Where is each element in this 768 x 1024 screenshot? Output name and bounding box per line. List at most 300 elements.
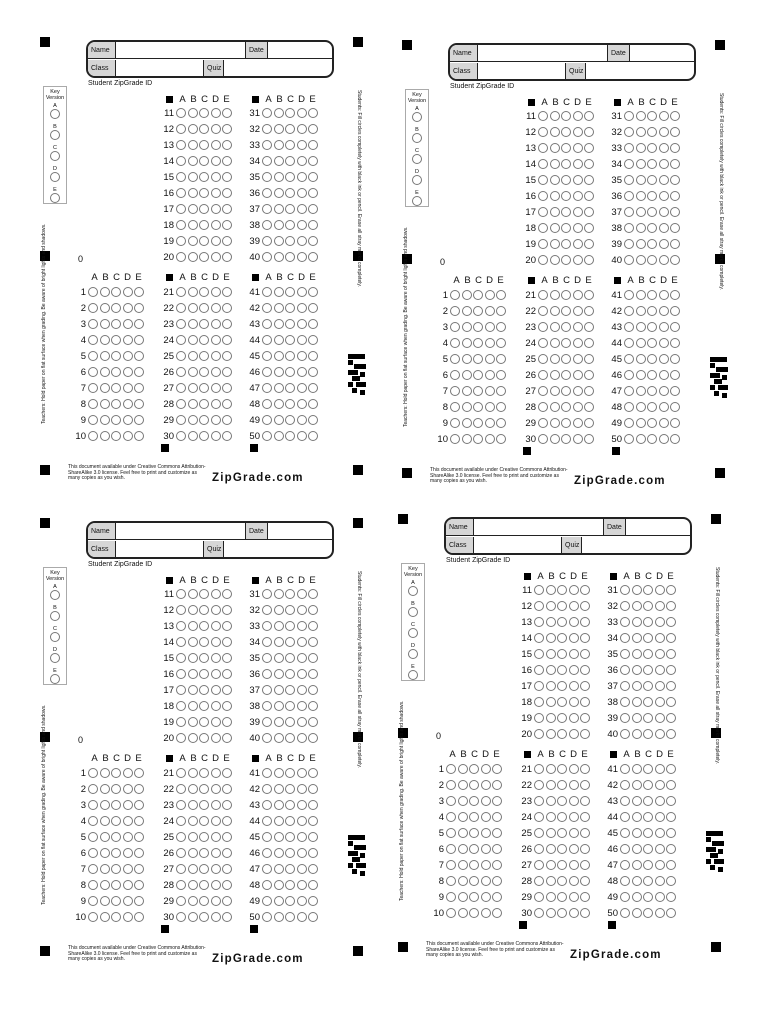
answer-bubble[interactable]	[632, 780, 642, 790]
answer-bubble[interactable]	[659, 418, 669, 428]
answer-bubble[interactable]	[534, 812, 544, 822]
answer-bubble[interactable]	[561, 111, 571, 121]
answer-bubble[interactable]	[123, 431, 133, 441]
answer-bubble[interactable]	[546, 908, 556, 918]
answer-bubble[interactable]	[655, 649, 665, 659]
key-version-bubble[interactable]	[412, 196, 422, 206]
answer-bubble[interactable]	[123, 319, 133, 329]
answer-bubble[interactable]	[458, 892, 468, 902]
key-version-bubble[interactable]	[412, 154, 422, 164]
answer-bubble[interactable]	[123, 880, 133, 890]
answer-bubble[interactable]	[643, 649, 653, 659]
answer-bubble[interactable]	[561, 255, 571, 265]
answer-bubble[interactable]	[188, 784, 198, 794]
answer-bubble[interactable]	[584, 175, 594, 185]
answer-bubble[interactable]	[481, 780, 491, 790]
answer-bubble[interactable]	[100, 415, 110, 425]
key-version-bubble[interactable]	[408, 628, 418, 638]
answer-bubble[interactable]	[297, 252, 307, 262]
answer-bubble[interactable]	[584, 354, 594, 364]
answer-bubble[interactable]	[176, 140, 186, 150]
answer-bubble[interactable]	[655, 665, 665, 675]
answer-bubble[interactable]	[473, 354, 483, 364]
answer-bubble[interactable]	[297, 204, 307, 214]
answer-bubble[interactable]	[176, 717, 186, 727]
answer-bubble[interactable]	[285, 605, 295, 615]
answer-bubble[interactable]	[573, 239, 583, 249]
answer-bubble[interactable]	[285, 637, 295, 647]
answer-bubble[interactable]	[188, 589, 198, 599]
answer-bubble[interactable]	[492, 876, 502, 886]
answer-bubble[interactable]	[199, 864, 209, 874]
answer-bubble[interactable]	[222, 621, 232, 631]
answer-bubble[interactable]	[624, 159, 634, 169]
answer-bubble[interactable]	[469, 796, 479, 806]
class-field[interactable]	[478, 63, 566, 80]
answer-bubble[interactable]	[211, 800, 221, 810]
answer-bubble[interactable]	[188, 800, 198, 810]
answer-bubble[interactable]	[655, 681, 665, 691]
answer-bubble[interactable]	[308, 637, 318, 647]
answer-bubble[interactable]	[546, 844, 556, 854]
answer-bubble[interactable]	[188, 669, 198, 679]
answer-bubble[interactable]	[262, 717, 272, 727]
answer-bubble[interactable]	[123, 383, 133, 393]
answer-bubble[interactable]	[450, 354, 460, 364]
answer-bubble[interactable]	[655, 812, 665, 822]
answer-bubble[interactable]	[285, 816, 295, 826]
answer-bubble[interactable]	[647, 111, 657, 121]
answer-bubble[interactable]	[624, 434, 634, 444]
answer-bubble[interactable]	[632, 764, 642, 774]
answer-bubble[interactable]	[557, 860, 567, 870]
answer-bubble[interactable]	[670, 127, 680, 137]
answer-bubble[interactable]	[285, 415, 295, 425]
answer-bubble[interactable]	[176, 399, 186, 409]
answer-bubble[interactable]	[620, 713, 630, 723]
answer-bubble[interactable]	[308, 303, 318, 313]
answer-bubble[interactable]	[111, 319, 121, 329]
answer-bubble[interactable]	[88, 399, 98, 409]
answer-bubble[interactable]	[100, 351, 110, 361]
answer-bubble[interactable]	[188, 621, 198, 631]
answer-bubble[interactable]	[550, 207, 560, 217]
answer-bubble[interactable]	[222, 108, 232, 118]
key-version-bubble[interactable]	[50, 632, 60, 642]
answer-bubble[interactable]	[274, 399, 284, 409]
answer-bubble[interactable]	[557, 764, 567, 774]
answer-bubble[interactable]	[620, 828, 630, 838]
answer-bubble[interactable]	[308, 383, 318, 393]
answer-bubble[interactable]	[176, 431, 186, 441]
answer-bubble[interactable]	[123, 399, 133, 409]
answer-bubble[interactable]	[643, 729, 653, 739]
answer-bubble[interactable]	[176, 669, 186, 679]
answer-bubble[interactable]	[462, 402, 472, 412]
answer-bubble[interactable]	[199, 415, 209, 425]
answer-bubble[interactable]	[262, 383, 272, 393]
answer-bubble[interactable]	[643, 681, 653, 691]
answer-bubble[interactable]	[308, 319, 318, 329]
answer-bubble[interactable]	[666, 828, 676, 838]
answer-bubble[interactable]	[636, 191, 646, 201]
date-field[interactable]	[630, 45, 694, 61]
answer-bubble[interactable]	[308, 816, 318, 826]
answer-bubble[interactable]	[624, 322, 634, 332]
answer-bubble[interactable]	[123, 784, 133, 794]
answer-bubble[interactable]	[285, 188, 295, 198]
answer-bubble[interactable]	[297, 319, 307, 329]
answer-bubble[interactable]	[285, 303, 295, 313]
answer-bubble[interactable]	[262, 800, 272, 810]
answer-bubble[interactable]	[561, 418, 571, 428]
answer-bubble[interactable]	[188, 653, 198, 663]
answer-bubble[interactable]	[573, 159, 583, 169]
answer-bubble[interactable]	[199, 605, 209, 615]
answer-bubble[interactable]	[88, 287, 98, 297]
answer-bubble[interactable]	[134, 399, 144, 409]
answer-bubble[interactable]	[670, 354, 680, 364]
answer-bubble[interactable]	[584, 322, 594, 332]
answer-bubble[interactable]	[624, 207, 634, 217]
answer-bubble[interactable]	[636, 418, 646, 428]
answer-bubble[interactable]	[211, 367, 221, 377]
answer-bubble[interactable]	[211, 768, 221, 778]
answer-bubble[interactable]	[308, 864, 318, 874]
key-version-bubble[interactable]	[50, 151, 60, 161]
answer-bubble[interactable]	[458, 876, 468, 886]
answer-bubble[interactable]	[666, 681, 676, 691]
answer-bubble[interactable]	[557, 681, 567, 691]
key-version-bubble[interactable]	[50, 109, 60, 119]
answer-bubble[interactable]	[222, 319, 232, 329]
answer-bubble[interactable]	[538, 354, 548, 364]
answer-bubble[interactable]	[188, 236, 198, 246]
answer-bubble[interactable]	[262, 669, 272, 679]
answer-bubble[interactable]	[199, 896, 209, 906]
answer-bubble[interactable]	[550, 290, 560, 300]
answer-bubble[interactable]	[297, 733, 307, 743]
answer-bubble[interactable]	[546, 729, 556, 739]
answer-bubble[interactable]	[176, 220, 186, 230]
answer-bubble[interactable]	[222, 335, 232, 345]
answer-bubble[interactable]	[636, 127, 646, 137]
answer-bubble[interactable]	[134, 784, 144, 794]
answer-bubble[interactable]	[188, 733, 198, 743]
answer-bubble[interactable]	[485, 418, 495, 428]
name-field[interactable]	[116, 42, 246, 58]
answer-bubble[interactable]	[550, 306, 560, 316]
answer-bubble[interactable]	[297, 589, 307, 599]
answer-bubble[interactable]	[659, 127, 669, 137]
answer-bubble[interactable]	[569, 908, 579, 918]
answer-bubble[interactable]	[458, 828, 468, 838]
answer-bubble[interactable]	[624, 354, 634, 364]
answer-bubble[interactable]	[111, 864, 121, 874]
answer-bubble[interactable]	[655, 796, 665, 806]
answer-bubble[interactable]	[176, 172, 186, 182]
answer-bubble[interactable]	[262, 896, 272, 906]
answer-bubble[interactable]	[462, 418, 472, 428]
answer-bubble[interactable]	[550, 111, 560, 121]
answer-bubble[interactable]	[274, 319, 284, 329]
answer-bubble[interactable]	[666, 633, 676, 643]
answer-bubble[interactable]	[557, 876, 567, 886]
answer-bubble[interactable]	[308, 415, 318, 425]
answer-bubble[interactable]	[458, 812, 468, 822]
answer-bubble[interactable]	[176, 108, 186, 118]
answer-bubble[interactable]	[659, 255, 669, 265]
answer-bubble[interactable]	[573, 223, 583, 233]
answer-bubble[interactable]	[569, 697, 579, 707]
answer-bubble[interactable]	[222, 124, 232, 134]
answer-bubble[interactable]	[297, 912, 307, 922]
answer-bubble[interactable]	[534, 729, 544, 739]
answer-bubble[interactable]	[222, 172, 232, 182]
answer-bubble[interactable]	[550, 434, 560, 444]
answer-bubble[interactable]	[274, 287, 284, 297]
name-field[interactable]	[116, 523, 246, 539]
answer-bubble[interactable]	[188, 912, 198, 922]
answer-bubble[interactable]	[632, 681, 642, 691]
answer-bubble[interactable]	[580, 713, 590, 723]
answer-bubble[interactable]	[670, 143, 680, 153]
answer-bubble[interactable]	[569, 601, 579, 611]
answer-bubble[interactable]	[643, 908, 653, 918]
answer-bubble[interactable]	[308, 124, 318, 134]
answer-bubble[interactable]	[211, 287, 221, 297]
answer-bubble[interactable]	[199, 124, 209, 134]
answer-bubble[interactable]	[285, 124, 295, 134]
answer-bubble[interactable]	[584, 306, 594, 316]
answer-bubble[interactable]	[111, 335, 121, 345]
answer-bubble[interactable]	[211, 669, 221, 679]
answer-bubble[interactable]	[481, 892, 491, 902]
answer-bubble[interactable]	[569, 729, 579, 739]
answer-bubble[interactable]	[450, 402, 460, 412]
answer-bubble[interactable]	[134, 896, 144, 906]
answer-bubble[interactable]	[262, 399, 272, 409]
answer-bubble[interactable]	[308, 701, 318, 711]
answer-bubble[interactable]	[297, 431, 307, 441]
answer-bubble[interactable]	[188, 303, 198, 313]
answer-bubble[interactable]	[199, 589, 209, 599]
answer-bubble[interactable]	[670, 239, 680, 249]
answer-bubble[interactable]	[538, 143, 548, 153]
answer-bubble[interactable]	[285, 236, 295, 246]
answer-bubble[interactable]	[666, 812, 676, 822]
answer-bubble[interactable]	[176, 287, 186, 297]
answer-bubble[interactable]	[550, 239, 560, 249]
answer-bubble[interactable]	[557, 892, 567, 902]
answer-bubble[interactable]	[659, 239, 669, 249]
class-field[interactable]	[474, 537, 562, 554]
answer-bubble[interactable]	[534, 780, 544, 790]
answer-bubble[interactable]	[462, 322, 472, 332]
answer-bubble[interactable]	[624, 127, 634, 137]
answer-bubble[interactable]	[580, 601, 590, 611]
answer-bubble[interactable]	[211, 415, 221, 425]
answer-bubble[interactable]	[473, 386, 483, 396]
answer-bubble[interactable]	[176, 383, 186, 393]
key-version-bubble[interactable]	[412, 133, 422, 143]
answer-bubble[interactable]	[222, 236, 232, 246]
answer-bubble[interactable]	[274, 784, 284, 794]
answer-bubble[interactable]	[262, 172, 272, 182]
answer-bubble[interactable]	[176, 204, 186, 214]
answer-bubble[interactable]	[580, 649, 590, 659]
answer-bubble[interactable]	[274, 669, 284, 679]
answer-bubble[interactable]	[222, 303, 232, 313]
answer-bubble[interactable]	[538, 127, 548, 137]
answer-bubble[interactable]	[666, 892, 676, 902]
answer-bubble[interactable]	[446, 876, 456, 886]
answer-bubble[interactable]	[643, 713, 653, 723]
answer-bubble[interactable]	[632, 601, 642, 611]
answer-bubble[interactable]	[100, 800, 110, 810]
answer-bubble[interactable]	[485, 354, 495, 364]
answer-bubble[interactable]	[274, 605, 284, 615]
answer-bubble[interactable]	[262, 252, 272, 262]
answer-bubble[interactable]	[176, 637, 186, 647]
key-version-bubble[interactable]	[50, 590, 60, 600]
answer-bubble[interactable]	[211, 108, 221, 118]
answer-bubble[interactable]	[643, 860, 653, 870]
answer-bubble[interactable]	[666, 876, 676, 886]
answer-bubble[interactable]	[546, 665, 556, 675]
answer-bubble[interactable]	[188, 172, 198, 182]
answer-bubble[interactable]	[188, 108, 198, 118]
key-version-bubble[interactable]	[408, 607, 418, 617]
answer-bubble[interactable]	[222, 800, 232, 810]
answer-bubble[interactable]	[262, 415, 272, 425]
answer-bubble[interactable]	[222, 768, 232, 778]
answer-bubble[interactable]	[446, 828, 456, 838]
answer-bubble[interactable]	[274, 896, 284, 906]
answer-bubble[interactable]	[100, 880, 110, 890]
answer-bubble[interactable]	[550, 191, 560, 201]
answer-bubble[interactable]	[584, 255, 594, 265]
answer-bubble[interactable]	[569, 681, 579, 691]
answer-bubble[interactable]	[632, 844, 642, 854]
answer-bubble[interactable]	[308, 733, 318, 743]
answer-bubble[interactable]	[557, 649, 567, 659]
answer-bubble[interactable]	[274, 108, 284, 118]
answer-bubble[interactable]	[534, 601, 544, 611]
answer-bubble[interactable]	[534, 681, 544, 691]
answer-bubble[interactable]	[100, 335, 110, 345]
answer-bubble[interactable]	[636, 370, 646, 380]
answer-bubble[interactable]	[211, 912, 221, 922]
answer-bubble[interactable]	[262, 287, 272, 297]
answer-bubble[interactable]	[88, 864, 98, 874]
answer-bubble[interactable]	[222, 367, 232, 377]
answer-bubble[interactable]	[285, 864, 295, 874]
answer-bubble[interactable]	[222, 637, 232, 647]
answer-bubble[interactable]	[188, 415, 198, 425]
answer-bubble[interactable]	[496, 402, 506, 412]
answer-bubble[interactable]	[655, 876, 665, 886]
answer-bubble[interactable]	[659, 143, 669, 153]
answer-bubble[interactable]	[550, 370, 560, 380]
answer-bubble[interactable]	[492, 812, 502, 822]
answer-bubble[interactable]	[573, 322, 583, 332]
answer-bubble[interactable]	[546, 697, 556, 707]
answer-bubble[interactable]	[188, 335, 198, 345]
answer-bubble[interactable]	[274, 383, 284, 393]
answer-bubble[interactable]	[620, 780, 630, 790]
answer-bubble[interactable]	[584, 239, 594, 249]
answer-bubble[interactable]	[285, 717, 295, 727]
answer-bubble[interactable]	[308, 621, 318, 631]
answer-bubble[interactable]	[647, 418, 657, 428]
answer-bubble[interactable]	[538, 322, 548, 332]
answer-bubble[interactable]	[188, 431, 198, 441]
key-version-bubble[interactable]	[408, 586, 418, 596]
answer-bubble[interactable]	[573, 255, 583, 265]
answer-bubble[interactable]	[557, 601, 567, 611]
answer-bubble[interactable]	[670, 175, 680, 185]
answer-bubble[interactable]	[211, 399, 221, 409]
answer-bubble[interactable]	[550, 402, 560, 412]
answer-bubble[interactable]	[297, 832, 307, 842]
answer-bubble[interactable]	[584, 127, 594, 137]
answer-bubble[interactable]	[308, 669, 318, 679]
answer-bubble[interactable]	[573, 354, 583, 364]
answer-bubble[interactable]	[285, 367, 295, 377]
key-version-bubble[interactable]	[408, 649, 418, 659]
answer-bubble[interactable]	[580, 764, 590, 774]
answer-bubble[interactable]	[550, 175, 560, 185]
answer-bubble[interactable]	[573, 386, 583, 396]
answer-bubble[interactable]	[643, 665, 653, 675]
answer-bubble[interactable]	[188, 220, 198, 230]
answer-bubble[interactable]	[469, 876, 479, 886]
answer-bubble[interactable]	[199, 204, 209, 214]
answer-bubble[interactable]	[111, 351, 121, 361]
answer-bubble[interactable]	[550, 386, 560, 396]
answer-bubble[interactable]	[274, 236, 284, 246]
answer-bubble[interactable]	[538, 402, 548, 412]
answer-bubble[interactable]	[450, 338, 460, 348]
answer-bubble[interactable]	[199, 768, 209, 778]
answer-bubble[interactable]	[584, 207, 594, 217]
answer-bubble[interactable]	[485, 402, 495, 412]
answer-bubble[interactable]	[222, 832, 232, 842]
answer-bubble[interactable]	[111, 383, 121, 393]
answer-bubble[interactable]	[274, 124, 284, 134]
answer-bubble[interactable]	[546, 796, 556, 806]
answer-bubble[interactable]	[462, 434, 472, 444]
answer-bubble[interactable]	[262, 848, 272, 858]
answer-bubble[interactable]	[670, 402, 680, 412]
answer-bubble[interactable]	[557, 780, 567, 790]
answer-bubble[interactable]	[199, 800, 209, 810]
answer-bubble[interactable]	[111, 399, 121, 409]
answer-bubble[interactable]	[666, 665, 676, 675]
answer-bubble[interactable]	[262, 784, 272, 794]
answer-bubble[interactable]	[188, 367, 198, 377]
answer-bubble[interactable]	[584, 418, 594, 428]
answer-bubble[interactable]	[199, 319, 209, 329]
answer-bubble[interactable]	[659, 402, 669, 412]
answer-bubble[interactable]	[199, 303, 209, 313]
answer-bubble[interactable]	[632, 892, 642, 902]
answer-bubble[interactable]	[620, 633, 630, 643]
answer-bubble[interactable]	[188, 896, 198, 906]
answer-bubble[interactable]	[176, 685, 186, 695]
answer-bubble[interactable]	[176, 816, 186, 826]
